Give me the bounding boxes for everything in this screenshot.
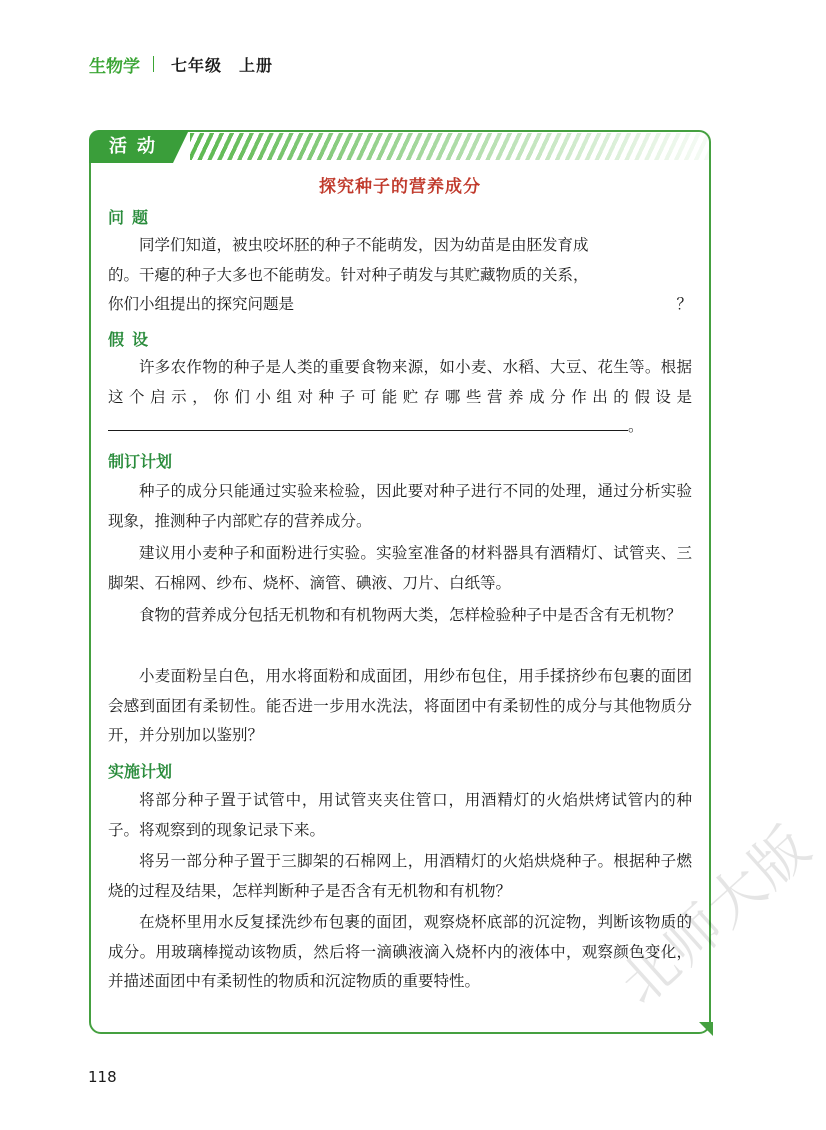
plan-paragraph-4: 小麦面粉呈白色，用水将面粉和成面团，用纱布包住，用手揉挤纱布包裹的面团会感到面团有柔韧性。能否进一步用水洗法，将面团中有柔韧性的成分与其他物质分开，并分别加以鉴别？ — [108, 667, 692, 744]
question-paragraph — [108, 231, 692, 320]
section-heading-question: 问题 — [108, 208, 157, 227]
implement-paragraph-1: 将部分种子置于试管中，用试管夹夹住管口，用酒精灯的火焰烘烤试管内的种子。将观察到的现象记录下来。 — [108, 791, 692, 839]
activity-tab-label: 活动 — [109, 136, 165, 157]
hypothesis-tail-prefix: 假设是 — [634, 387, 692, 406]
tab-stripe-decoration — [190, 133, 710, 160]
section-heading-plan: 制订计划 — [108, 452, 173, 471]
section-heading-hypothesis: 假设 — [108, 330, 157, 349]
plan-paragraph-2: 建议用小麦种子和面粉进行实验。实验室准备的材料器具有酒精灯、试管夹、三脚架、石棉网、纱布、烧杯、滴管、碘液、刀片、白纸等。 — [108, 544, 692, 592]
section-heading-implement: 实施计划 — [108, 762, 173, 781]
page-number: 118 — [88, 1068, 117, 1086]
question-prompt: 你们小组提出的探究问题是 — [108, 295, 295, 313]
box-corner-fold — [699, 1022, 713, 1036]
publisher-watermark: 北师大版 — [608, 813, 824, 1018]
question-mark: ？ — [676, 295, 692, 313]
hypothesis-tail-suffix: 。 — [628, 417, 644, 435]
plan-paragraph-1: 种子的成分只能通过实验来检验，因此要对种子进行不同的处理，通过分析实验现象，推测种子内部贮存的营养成分。 — [108, 482, 692, 530]
implement-paragraph-3: 在烧杯里用水反复揉洗纱布包裹的面团，观察烧杯底部的沉淀物，判断该物质的成分。用玻璃棒搅动该物质，然后将一滴碘液滴入烧杯内的液体中，观察颜色变化，并描述面团中有柔韧性的物质和沉淀物质的重要特性。 — [108, 913, 692, 990]
grade-label: 七年级 上册 — [171, 55, 274, 75]
plan-paragraph-3: 食物的营养成分包括无机物和有机物两大类，怎样检验种子中是否含有无机物？ — [139, 606, 682, 624]
running-header — [89, 52, 273, 76]
subject-label: 生物学 — [89, 56, 140, 77]
question-line-1: 同学们知道，被虫咬坏胚的种子不能萌发，因为幼苗是由胚发育成 — [139, 236, 589, 254]
question-line-2: 的。干瘪的种子大多也不能萌发。针对种子萌发与其贮藏物质的关系， — [108, 265, 589, 284]
hypothesis-paragraph — [108, 353, 692, 442]
hypothesis-answer-blank[interactable] — [108, 414, 628, 431]
question-line-3 — [108, 290, 692, 320]
activity-title: 探究种子的营养成分 — [319, 177, 481, 197]
hypothesis-text: 许多农作物的种子是人类的重要食物来源，如小麦、水稻、大豆、花生等。根据这个启示，你们小组对种子可能贮存哪些营养成分作出的 — [108, 358, 692, 406]
implement-paragraph-2: 将另一部分种子置于三脚架的石棉网上，用酒精灯的火焰烘烧种子。根据种子燃烧的过程及结果，怎样判断种子是否含有无机物和有机物？ — [108, 852, 692, 900]
header-divider — [153, 56, 154, 72]
